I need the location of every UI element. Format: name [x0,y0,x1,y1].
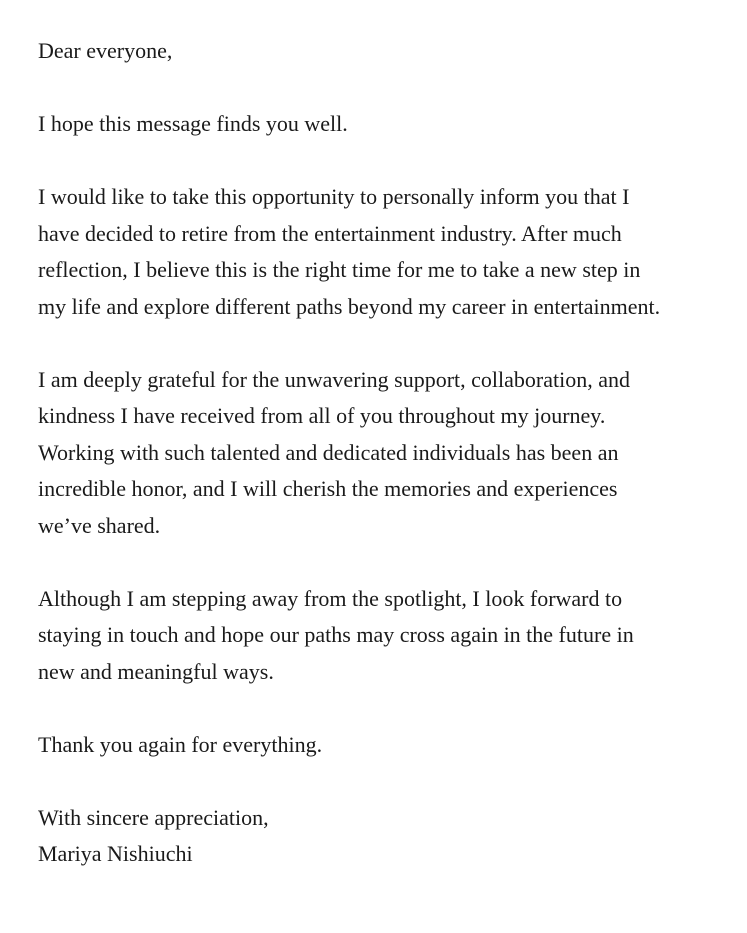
salutation-text: Dear everyone, [38,38,173,63]
paragraph-farewell [38,581,747,691]
paragraph-line: have decided to retire from the entertainment industry. After much [38,220,622,246]
paragraph-announcement [38,179,747,325]
paragraph-line: Although I am stepping away from the spotlight, I look forward to [38,585,623,611]
paragraph-greeting [38,106,747,143]
paragraph-line: I am deeply grateful for the unwavering support, collaboration, and [38,366,630,392]
sign-off [38,800,747,873]
paragraph-line: staying in touch and hope our paths may cross again in the future in [38,622,634,647]
paragraph-thanks [38,727,747,764]
paragraph-line: I hope this message finds you well. [38,111,348,136]
paragraph-line: Working with such talented and dedicated individuals has been an [38,439,619,465]
paragraph-line: kindness I have received from all of you throughout my journey. [38,403,606,428]
closing-text: With sincere appreciation, [38,804,269,830]
paragraph-line: my life and explore different paths beyond my career in entertainment. [38,293,661,319]
salutation [38,33,747,70]
paragraph-line: reflection, I believe this is the right time for me to take a new step in [38,257,641,282]
paragraph-line: new and meaningful ways. [38,658,274,684]
paragraph-gratitude [38,362,747,545]
paragraph-line: I would like to take this opportunity to personally inform you that I [38,184,630,209]
paragraph-line: incredible honor, and I will cherish the memories and experiences [38,476,618,501]
paragraph-line: Thank you again for everything. [38,731,323,757]
signature-name: Mariya Nishiuchi [38,841,193,866]
paragraph-line: we’ve shared. [38,512,161,538]
